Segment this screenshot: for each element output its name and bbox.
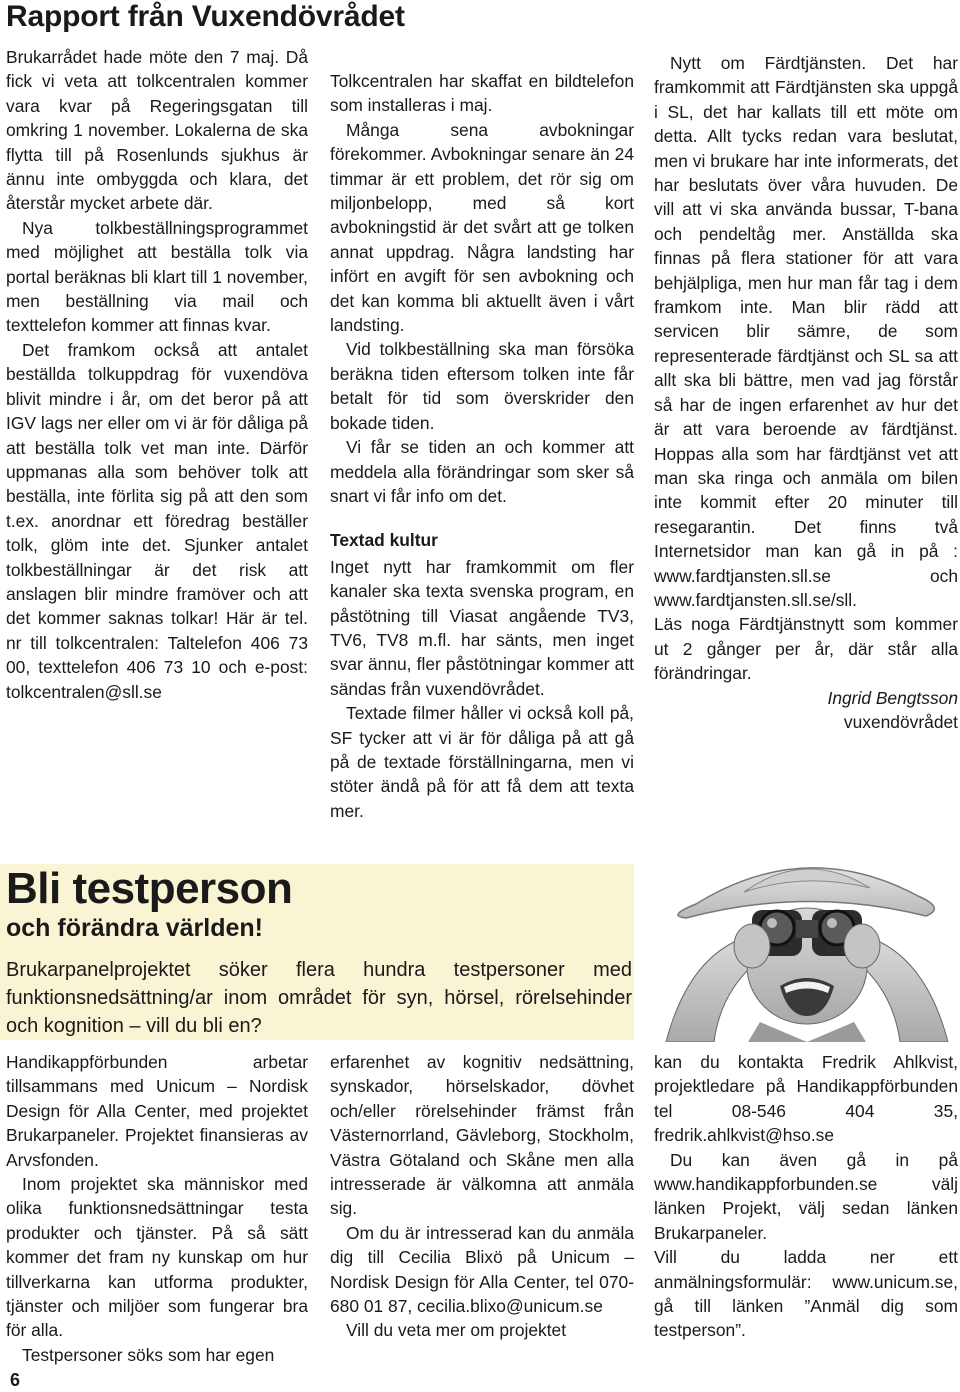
article-paragraph: Det framkom också att antalet beställda tolkuppdrag för vuxendöva blivit mindre i år, om det beror på att IGV lags ner eller om vi är för dåliga på att beställa tolk vet man inte. Därför uppmanas alla som behöver tolk att beställa, inte förlita sig på att den som t.ex. anordnar ett föredrag beställer tolk, glöm inte det. Sjunker antalet tolkbeställningar är det risk att anslagen blir mindre framöver och att det kommer saknas tolkar! Här är tel. nr till tolkcentralen: Taltelefon 406 73 00, texttelefon 406 73 10 och e-post: tolkcentralen@sll.se [6, 339, 308, 702]
ad-paragraph: Testpersoner söks som har egen [22, 1344, 275, 1365]
article-paragraph: Nya tolkbeställningsprogrammet med möjlighet att beställa tolk via portal beräknas bli klart till 1 november, men beställning via mail och texttelefon kommer att finnas kvar. [6, 217, 308, 336]
article-title: Rapport från Vuxendövrådet [6, 0, 405, 33]
ad-paragraph: Du kan även gå in på www.handikappforbunden.se välj länken Projekt, välj sedan länken Brukarpaneler. [654, 1149, 958, 1243]
ad-paragraph: Vill du ladda ner ett anmälningsformulär: www.unicum.se, gå till länken ”Anmäl dig som testperson”. [654, 1247, 958, 1341]
section-heading: Textad kultur [330, 530, 438, 551]
signature-name [654, 686, 958, 710]
ad-subtitle: och förändra världen! [6, 914, 263, 942]
ad-column-3 [654, 1050, 958, 1343]
author-name: Ingrid Bengtsson [827, 687, 958, 708]
article-paragraph: Vid tolkbeställning ska man försöka beräkna tiden eftersom tolken inte får betalt för tid som överskrider den bokade tiden. [330, 339, 634, 433]
article-paragraph: Tolkcentralen har skaffat en bildtelefon som installeras i maj. [330, 71, 634, 116]
article-paragraph: Läs noga Färdtjänstnytt som kommer ut 2 gånger per år, där står alla förändringar. [654, 614, 958, 684]
article-paragraph: Vi får se tiden an och kommer att meddela alla förändringar som sker så snart vi får info om det. [330, 437, 634, 506]
article-paragraph: Textade filmer håller vi också koll på, SF tycker att vi är för dåliga på att gå på de textade förställningarna, men vi stöter ändå på för att få dem att texta mer. [330, 703, 634, 821]
ad-title: Bli testperson [6, 864, 293, 913]
article-column-2 [330, 45, 634, 823]
ad-paragraph: kan du kontakta Fredrik Ahlkvist, projektledare på Handikappförbunden tel 08-546 404 35, fredrik.ahlkvist@hso.se [654, 1052, 958, 1146]
article-paragraph: Nytt om Färdtjänsten. Det har framkommit att Färdtjänsten ska uppgå i SL, det har kallats till ett möte om detta. Allt tycks redan vara beslutat, men vi brukare har inte informerats, det har beslutats över våra huvuden. De vill att vi ska använda bussar, T-bana och pendeltåg mer. Anställda ska finnas på flera stationer för att vara behjälpliga, men hur man får tag i dem framkom inte. Man blir rädd att servicen blir sämre, de som representerade färdtjänst och SL sa att allt ska bli bättre, men vad jag förstår så har de ingen erfarenhet av hur det är att vara beroende av färdtjänst. Hoppas alla som har färdtjänst vet att man ska ringa och anmäla om bilen inte kommit efter 20 minuter till resegarantin. Det finns två Internetsidor man kan gå in på : www.fardtjansten.sll.se och www.fardtjansten.sll.se/sll. [654, 53, 958, 610]
ad-paragraph: erfarenhet av kognitiv nedsättning, synskador, hörselskador, dövhet och/eller rörelsehinder främst från Västernorrland, Gävleborg, Stockholm, Västra Götaland och Skåne men alla intresserade är välkomna att anmäla sig. [330, 1052, 634, 1219]
ad-paragraph: Inom projektet ska människor med olika funktionsnedsättningar testa produkter och tjänster. På så sätt kommer det fram ny kunskap om hur tillverkarna kan utforma produkter, tjänster och miljöer som fungerar bra för alla. [6, 1174, 308, 1341]
article-paragraph: Många sena avbokningar förekommer. Avbokningar senare än 24 timmar är ett problem, det rör sig om miljonbelopp, med så kort avbokningstid är det svårt att ge tolken annat uppdrag. Några landsting har infört en avgift för sen avbokning och det kan komma bli aktuellt även i vårt landsting. [330, 119, 634, 336]
article-paragraph: Brukarrådet hade möte den 7 maj. Då fick vi veta att tolkcentralen kommer vara kvar på Regeringsgatan till omkring 1 november. Lokalerna de ska flytta till på Rosenlunds sjukhus är ännu inte ombyggda och klara, det återstår mycket arbete där. [6, 47, 308, 214]
ad-lead: Brukarpanelprojektet söker flera hundra testpersoner med funktionsnedsättning/ar inom området för syn, hörsel, rörelsehinder och kognition – vill du bli en? [6, 959, 632, 1037]
man-with-binoculars-photo [656, 846, 958, 1042]
article-column-3 [654, 3, 958, 734]
ad-paragraph: Handikappförbunden arbetar tillsammans med Unicum – Nordisk Design för Alla Center, med projektet Brukarpaneler. Projektet finansieras av Arvsfonden. [6, 1052, 308, 1170]
signature-org: vuxendövrådet [843, 711, 958, 732]
ad-column-2 [330, 1050, 634, 1343]
ad-paragraph: Om du är intresserad kan du anmäla dig till Cecilia Blixö på Unicum – Nordisk Design för Alla Center, tel 070-680 01 87, cecilia.blixo@unicum.se [330, 1222, 634, 1317]
ad-column-1 [6, 1050, 308, 1367]
article-column-1 [6, 45, 308, 704]
ad-paragraph: Vill du veta mer om projektet [346, 1320, 567, 1341]
page-number: 6 [10, 1370, 21, 1390]
article-paragraph: Inget nytt har framkommit om fler kanaler ska texta svenska program, en påstötning till Viasat angående TV3, TV6, TV8 m.fl. har sänts, men inget svar ännu, fler påstötningar kommer att sändas från vuxendövrådet. [330, 556, 634, 699]
